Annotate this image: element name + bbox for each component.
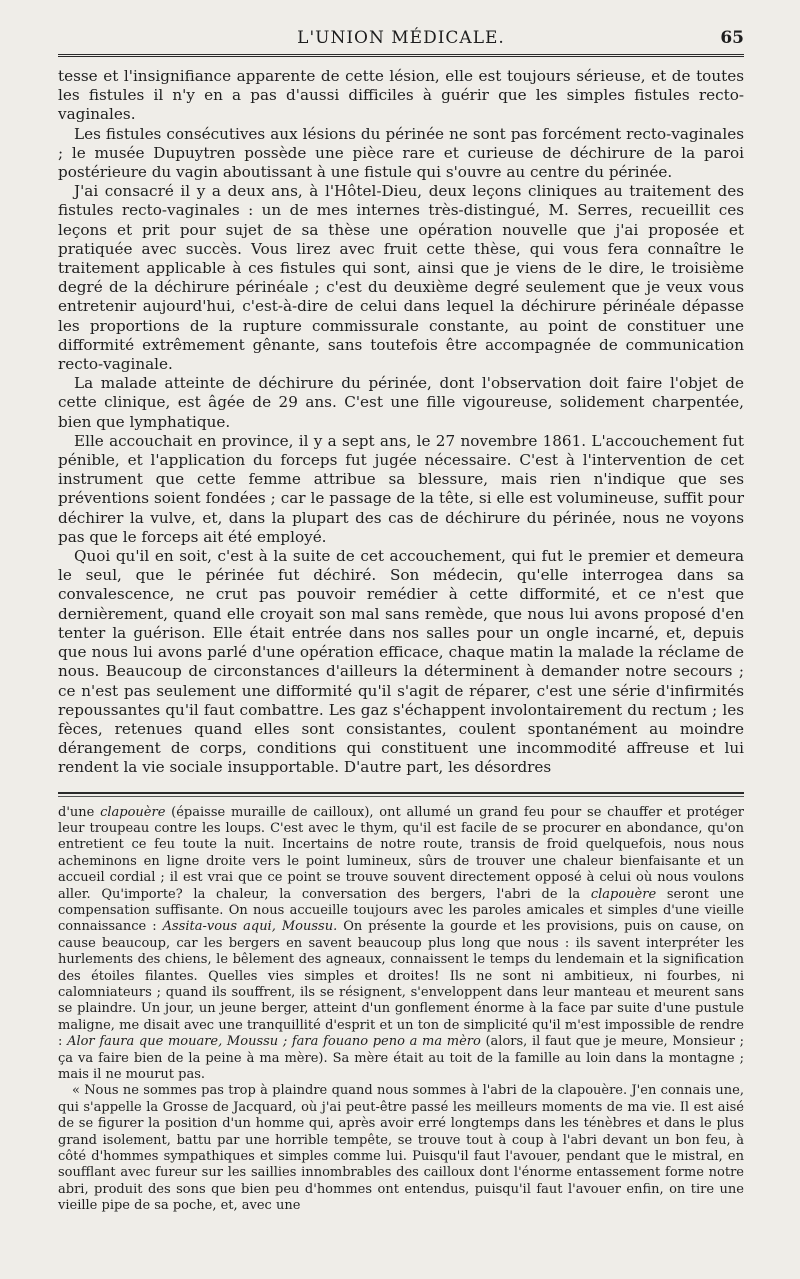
footnote-text: (alors, il faut que je meure, Monsieur ; ça va faire bien de la peine à ma mère). Sa mère était au toit de la famille au loin dans la montagne ; mais il ne mourut pas. xyxy=(58,1034,745,1083)
paragraph: La malade atteinte de déchirure du périnée, dont l'observation doit faire l'objet de cette clinique, est âgée de 29 ans. C'est une fille vigoureuse, solidement charpentée, bien que lymphatique. xyxy=(58,374,744,431)
footnote-term: clapouère xyxy=(100,804,166,820)
page-number: 65 xyxy=(720,28,744,48)
paragraph: J'ai consacré il y a deux ans, à l'Hôtel-Dieu, deux leçons cliniques au traitement des fistules recto-vaginales : un de mes internes très-distingué, M. Serres, recueillit ces leçons et prit pour sujet de sa thèse une opération nouvelle que j'ai proposée et pratiquée avec succès. Vous lirez avec fruit cette thèse, qui vous fera connaître le traitement applicable à ces fistules qui sont, ainsi que je viens de le dire, le troisième degré de la déchirure périnéale ; c'est du deuxième degré seulement que je veux vous entretenir aujourd'hui, c'est-à-dire de celui dans lequel la déchirure périnéale dépasse les proportions de la rupture commissurale constante, au point de constituer une difformité extrêmement gênante, sans toutefois être accompagnée de communication recto-vaginale. xyxy=(58,182,744,374)
footnote-divider xyxy=(58,792,744,797)
footnote-quote: Alor faura que mouare, Moussu ; fara fouano peno a ma mèro xyxy=(67,1034,481,1050)
footnote xyxy=(58,805,744,1215)
footnote-quote: Assita-vous aqui, Moussu. xyxy=(162,919,338,935)
main-text xyxy=(58,67,744,778)
paragraph: Elle accouchait en province, il y a sept ans, le 27 novembre 1861. L'accouchement fut pénible, et l'application du forceps fut jugée nécessaire. C'est à l'intervention de cet instrument que cette femme attribue sa blessure, mais rien n'indique que ses préventions soient fondées ; car le passage de la tête, si elle est volumineuse, suffit pour déchirer la vulve, et, dans la plupart des cas de déchirure du périnée, nous ne voyons pas que le forceps ait été employé. xyxy=(58,431,744,546)
footnote-text: d'une xyxy=(58,804,101,820)
footnote-text: On présente la gourde et les provisions, puis on cause, on cause beaucoup, car les bergers en savent beaucoup plus long que nous : ils savent interpréter les hurlements des chiens, le bêlement des agneaux, connaissent le temps du lendemain et la signification des étoiles filantes. Quelles vies simples et droites! Ils ne sont ni ambitieux, ni fourbes, ni calomniateurs ; quand ils souffrent, ils se résignent, s'enveloppent dans leur manteau et meurent sans se plaindre. Un jour, un jeune berger, atteint d'un gonflement énorme à la face par suite d'une pustule maligne, me disait avec une tranquillité d'esprit et un ton de simplicité qu'il m'est impossible de rendre : xyxy=(58,919,744,1050)
running-head xyxy=(58,20,744,57)
footnote-text: seront une compensation suffisante. On nous accueille toujours avec les paroles amicales et simples d'une vieille connaissance : xyxy=(58,886,744,935)
paragraph: Les fistules consécutives aux lésions du périnée ne sont pas forcément recto-vaginales ; le musée Dupuytren possède une pièce rare et curieuse de déchirure de la paroi postérieure du vagin aboutissant à une fistule qui s'ouvre au centre du périnée. xyxy=(58,124,744,182)
footnote-text: (épaisse muraille de cailloux), ont allumé un grand feu pour se chauffer et protéger leur troupeau contre les loups. C'est avec le thym, qu'il est facile de se procurer en abondance, qu'on entretient ce feu toute la nuit. Incertains de notre route, transis de froid quelquefois, nous nous acheminons en ligne droite vers le point lumineux, sûrs de trouver une chaleur bienfaisante et un accueil cordial ; il est vrai que ce point se trouve souvent directement opposé à celui où nous voulons aller. Qu'importe? la chaleur, la conversation des bergers, l'abri de la xyxy=(58,804,745,902)
paragraph: tesse et l'insignifiance apparente de cette lésion, elle est toujours sérieuse, et de toutes les fistules il n'y en a pas d'aussi difficiles à guérir que les simples fistules recto-vaginales. xyxy=(58,67,744,124)
footnote-term: clapouère xyxy=(590,886,657,902)
running-title: L'UNION MÉDICALE. xyxy=(297,28,505,48)
paragraph: Quoi qu'il en soit, c'est à la suite de cet accouchement, qui fut le premier et demeura le seul, que le périnée fut déchiré. Son médecin, qu'elle interrogea dans sa convalescence, ne crut pas pouvoir remédier à cette difformité, et ce n'est que dernièrement, quand elle croyait son mal sans remède, que nous lui avons proposé d'en tenter la guérison. Elle était entrée dans nos salles pour un ongle incarné, et, depuis que nous lui avons parlé d'une opération efficace, chaque matin la malade la réclame de nous. Beaucoup de circonstances d'ailleurs la déterminent à demander notre secours ; ce n'est pas seulement une difformité qu'il s'agit de réparer, c'est une série d'infirmités repoussantes qu'il faut combattre. Les gaz s'échappent involontairement du rectum ; les fèces, retenues quand elles sont consistantes, coulent spontanément au moindre dérangement de corps, conditions qui constituent une incommodité affreuse et lui rendent la vie sociale insupportable. D'autre part, les désordres xyxy=(58,547,744,777)
footnote-paragraph: « Nous ne sommes pas trop à plaindre quand nous sommes à l'abri de la clapouère. J'en connais une, qui s'appelle la Grosse de Jacquard, où j'ai peut-être passé les meilleurs moments de ma vie. Il est aisé de se figurer la position d'un homme qui, après avoir erré longtemps dans les ténèbres et dans le plus grand isolement, battu par une horrible tempête, se trouve tout à coup à l'abri devant un bon feu, à côté d'hommes sympathiques et simples comme lui. Puisqu'il faut l'avouer, pendant que le mistral, en soufflant avec fureur sur les saillies innombrables des cailloux dont l'énorme entassement forme notre abri, produit des sons que bien peu d'hommes ont entendus, puisqu'il faut l'avouer enfin, on tire une vieille pipe de sa poche, et, avec une xyxy=(58,1083,744,1214)
footnote-paragraph xyxy=(58,805,744,1084)
